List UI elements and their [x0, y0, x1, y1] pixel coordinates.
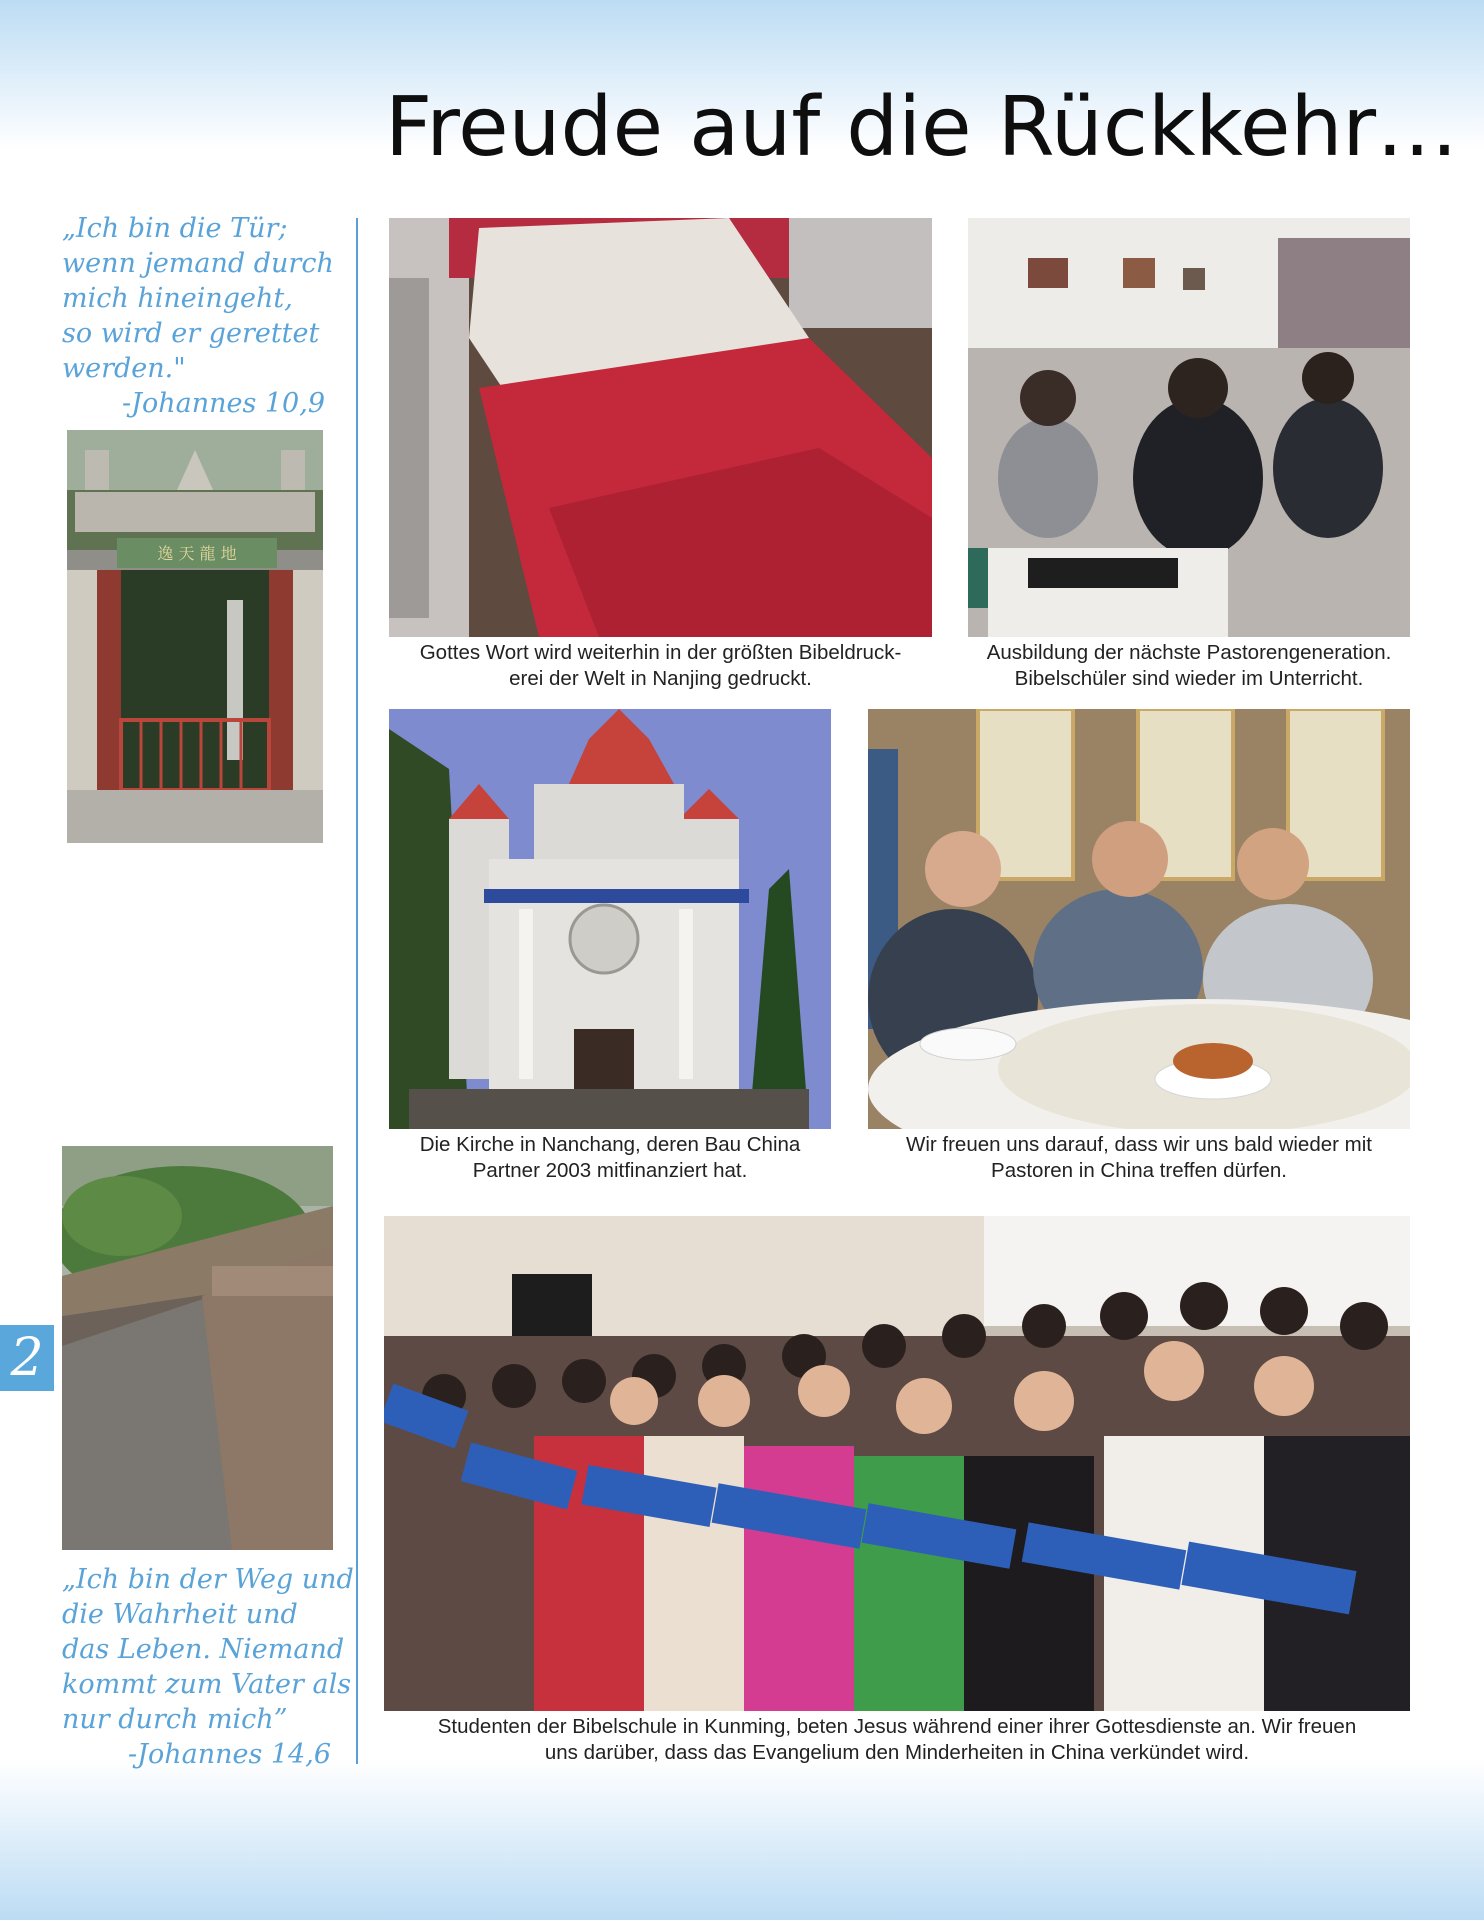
quote-reference: -Johannes 14,6 [128, 1739, 332, 1770]
quote-reference: -Johannes 10,9 [122, 388, 326, 419]
quote-line: „Ich bin die Tür; [62, 213, 288, 244]
church-caption [389, 1132, 831, 1184]
choir-photo [384, 1216, 1410, 1711]
dinner-photo [868, 709, 1410, 1129]
quote-line: das Leben. Niemand [62, 1634, 345, 1665]
bibles-printing-photo [389, 218, 932, 637]
column-divider [356, 218, 358, 1764]
great-wall-photo [62, 1146, 333, 1550]
dinner-caption [868, 1132, 1410, 1184]
quote-line: kommt zum Vater als [62, 1669, 352, 1700]
caption-line: Gottes Wort wird weiterhin in der größten Bibeldruck- [419, 641, 902, 664]
quote-line: wenn jemand durch [62, 248, 334, 279]
caption-line: uns darüber, dass das Evangelium den Minderheiten in China verkündet wird. [544, 1741, 1250, 1764]
bible-quote-bottom [62, 1562, 354, 1772]
caption-line: Wir freuen uns darauf, dass wir uns bald wieder mit [905, 1133, 1372, 1156]
choir-caption [384, 1714, 1410, 1766]
quote-line: nur durch mich” [62, 1704, 288, 1735]
caption-line: Ausbildung der nächste Pastorengeneration. [986, 641, 1392, 664]
page-title: Freude auf die Rückkehr… [385, 80, 1459, 175]
quote-line: „Ich bin der Weg und [62, 1564, 354, 1595]
caption-line: Studenten der Bibelschule in Kunming, beten Jesus während einer ihrer Gottesdienste an. Wir freuen [437, 1715, 1357, 1738]
caption-line: Pastoren in China treffen dürfen. [991, 1159, 1287, 1182]
page-number-badge: 2 [0, 1325, 54, 1391]
church-photo [389, 709, 831, 1129]
bibles-caption [389, 640, 932, 692]
caption-line: Partner 2003 mitfinanziert hat. [472, 1159, 748, 1182]
gate-sign: 逸 天 龍 地 [157, 544, 237, 563]
quote-line: werden." [62, 353, 186, 384]
classroom-photo [968, 218, 1410, 637]
quote-line: so wird er gerettet [62, 318, 320, 349]
quote-line: mich hineingeht, [62, 283, 293, 314]
caption-line: erei der Welt in Nanjing gedruckt. [509, 667, 812, 690]
quote-line: die Wahrheit und [62, 1599, 298, 1630]
bible-quote-top [62, 211, 347, 421]
classroom-caption [948, 640, 1430, 692]
caption-line: Bibelschüler sind wieder im Unterricht. [1014, 667, 1364, 690]
gate-photo [67, 430, 323, 843]
caption-line: Die Kirche in Nanchang, deren Bau China [419, 1133, 801, 1156]
